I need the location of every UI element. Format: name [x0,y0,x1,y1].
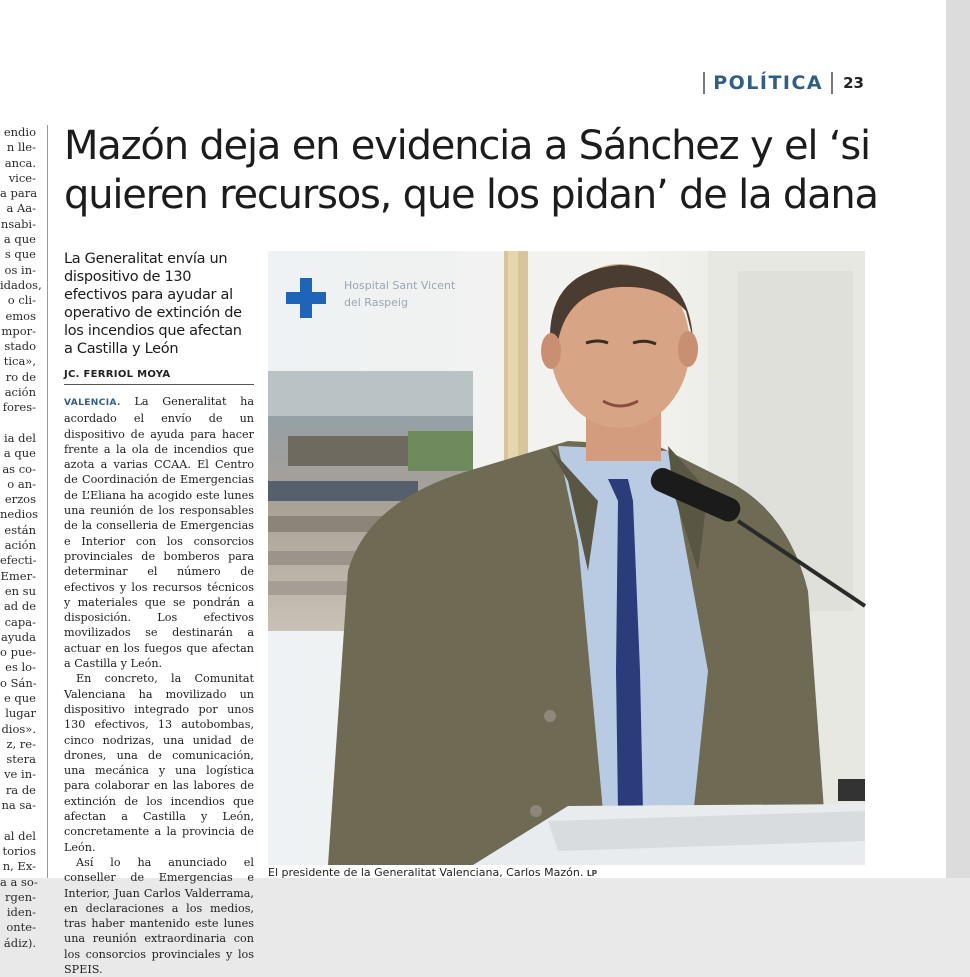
sign-text: del Raspeig [344,296,408,309]
previous-article-line: n lle- [6,140,36,155]
section-divider [831,72,833,94]
previous-article-line: efecti- [0,553,37,568]
previous-article-line: n, Ex- [2,859,36,874]
article-body [64,394,254,976]
previous-article-line: capa- [4,614,36,629]
previous-article-line: en su [4,583,36,598]
previous-article-line: o Sán- [0,675,37,690]
page-number: 23 [843,74,864,92]
article-photo [268,251,865,865]
section-name: POLÍTICA [713,72,824,94]
previous-article-line: a Aa- [6,201,36,216]
photo-credit: LP [586,869,598,878]
previous-article-line: a a so- [0,874,38,889]
previous-article-line: fores- [2,400,36,415]
previous-article-line: o an- [7,476,36,491]
photo-caption [268,866,865,879]
previous-article-line: iden- [6,905,36,920]
previous-article-line: ia del [3,430,36,445]
previous-article-line: anca. [4,155,36,170]
previous-article-line: emos [5,308,36,323]
previous-article-line: s que [4,247,36,262]
previous-article-line: nedios [0,507,39,522]
previous-article-line: tica», [3,354,36,369]
previous-article-line: ación [4,385,36,400]
previous-article-line: lugar [5,706,36,721]
article-paragraph [64,394,254,671]
previous-article-line: ve in- [4,767,36,782]
previous-article-line: Emer- [0,568,36,583]
previous-article-line: onte- [6,920,36,935]
previous-article-line: mpor- [1,323,36,338]
previous-article-line [0,416,36,431]
previous-article-line: na sa- [1,798,36,813]
previous-article-line: stado [4,339,36,354]
previous-article-line: a para [0,186,38,201]
dateline: VALENCIA. [64,398,121,408]
article-paragraph: Así lo ha anunciado el conseller de Emergencias e Interior, Juan Carlos Valderrama, en declaraciones a los medios, tras haber mantenido este lunes una reunión extraordinaria con los consorcios provinciales y los SPEIS. [64,855,254,976]
previous-article-line: erzos [4,492,36,507]
previous-article-line: stera [6,752,36,767]
previous-article-line: o cli- [7,293,36,308]
previous-article-line: rgen- [5,889,36,904]
previous-article-line: z, re- [6,736,36,751]
headline: Mazón deja en evidencia a Sánchez y el ‘si quieren recursos, que los pidan’ de la dana [64,123,878,218]
previous-article-line: ación [4,538,36,553]
previous-article-line: nsabi- [0,216,36,231]
previous-article-line: ro de [5,369,36,384]
caption-text: El presidente de la Generalitat Valenciana, Carlos Mazón. [268,866,584,879]
section-header [695,72,864,94]
previous-article-line: torios [2,843,36,858]
page-edge [946,0,970,878]
previous-article-line: ad de [3,599,36,614]
previous-article-line: e que [3,690,36,705]
previous-article-line: endio [3,125,36,139]
previous-article-line: es lo- [5,660,36,675]
previous-article-line: al del [3,828,36,843]
previous-article-line: o pue- [0,645,37,660]
previous-article-line: vice- [8,170,36,185]
subheadline: La Generalitat envía un dispositivo de 130 efectivos para ayudar al operativo de extinción de los incendios que afectan a Castilla y León [64,251,242,357]
previous-article-line: ayuda [1,629,36,644]
previous-article-line: idados, [0,277,42,292]
byline: JC. FERRIOL MOYA [64,369,254,385]
previous-article-line: ádiz). [3,935,36,950]
previous-article-line: os in- [4,262,36,277]
section-divider [703,72,705,94]
previous-article-line: a que [3,232,36,247]
sign-text: Hospital Sant Vicent [344,279,456,292]
previous-article-line: a que [3,446,36,461]
previous-article-line: están [4,522,36,537]
previous-article-line: ra de [5,782,36,797]
article-paragraph: En concreto, la Comunitat Valenciana ha movilizado un dispositivo integrado por unos 130 efectivos, 13 autobombas, cinco nodrizas, una unidad de drones, una de comunicación, una mecánica y una logística para colaborar en las labores de extinción de los incendios que afectan a Castilla y León, concretamente a la provincia de León. [64,672,254,854]
previous-article-line: as co- [2,461,36,476]
previous-article-line: dios». [1,721,36,736]
column-divider [47,125,48,878]
previous-article-line [0,813,36,828]
previous-article-column [0,125,42,950]
paragraph-text: La Generalitat ha acordado el envío de un dispositivo de ayuda para hacer frente a la ola de incendios que azota a varias CCAA. El Centro de Coordinación de Emergencias de L’Eliana ha acogido este lunes una reunión de los responsables de la conselleria de Emergencias e Interior con los consorcios provinciales de bomberos para determinar el número de efectivos y los recursos técnicos y materiales que se pondrán a disposición. Los efectivos movilizados se destinarán a actuar en los fuegos que afectan a Castilla y León. [64,395,254,671]
